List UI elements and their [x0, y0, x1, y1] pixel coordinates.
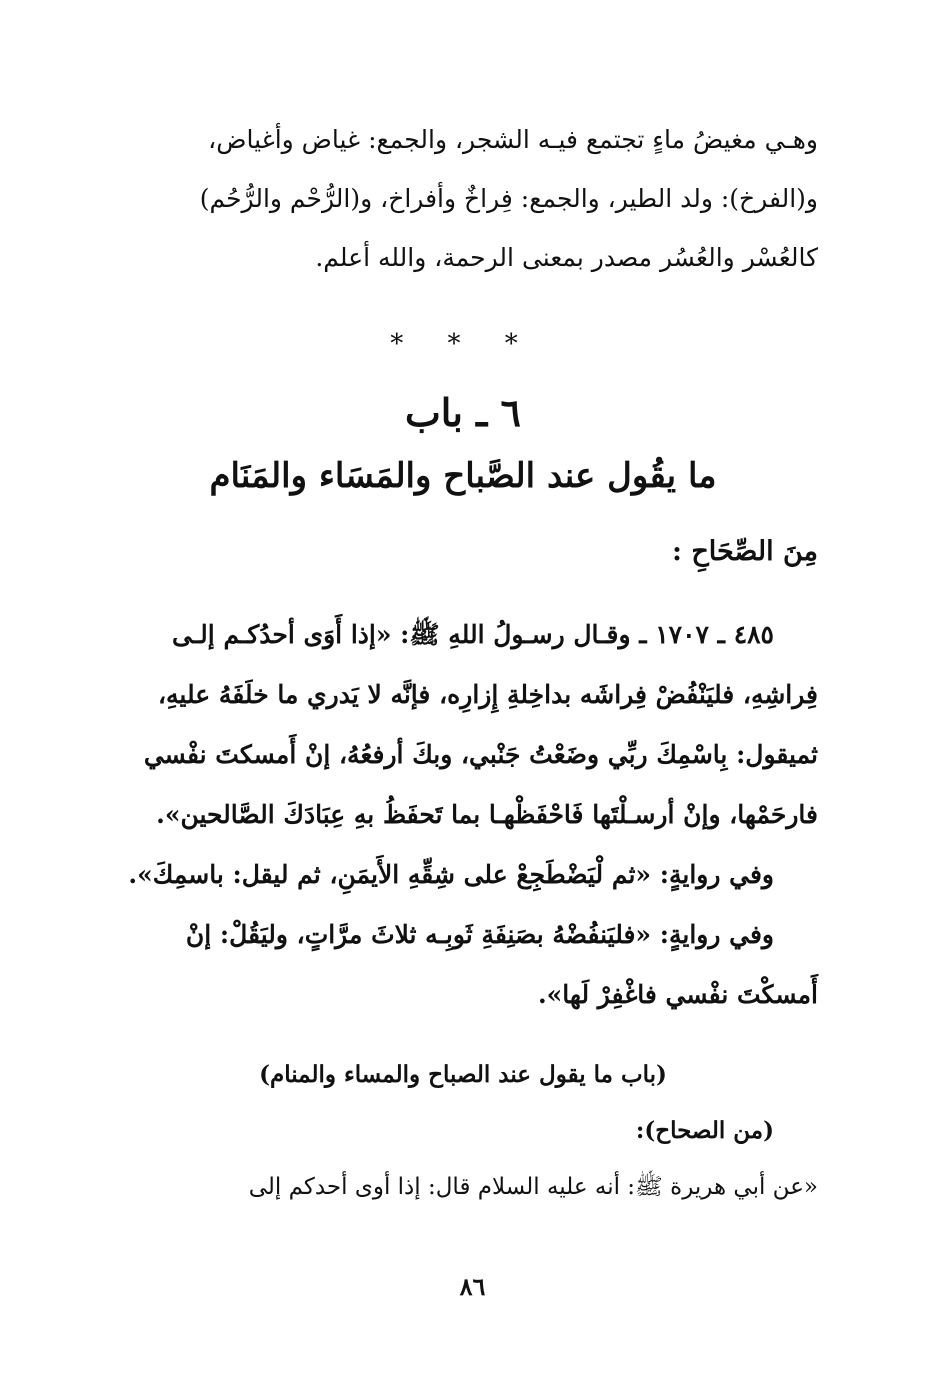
narration-two-line: وفي روايةٍ: «فليَنفُضْهُ بصَنِفَةِ ثَوبِـه ثلاثَ مرَّاتٍ، وليَقُلْ: إنْ — [185, 920, 774, 949]
hadith-line: فارحَمْها، وإنْ أرسـلْتَها فَاحْفَظْهـا بما تَحفَظُ بهِ عِبَادَكَ الصَّالحين». — [156, 800, 818, 829]
intro-line: كالعُسْر والعُسُر مصدر بمعنى الرحمة، والله أعلم. — [315, 243, 818, 272]
narration-two-line: أَمسكْتَ نفْسي فاغْفِرْ لَها». — [537, 980, 818, 1009]
intro-paragraph — [108, 110, 818, 287]
hadith-line: فِراشِهِ، فليَنْفُضْ فِراشَه بداخِلةِ إِزارِه، فإنَّه لا يَدري ما خلَفَهُ عليهِ، — [157, 680, 818, 709]
section-separator: * * * — [390, 329, 536, 359]
commentary-subtitle: (من الصحاح): — [635, 1117, 774, 1144]
chapter-number: ٦ ـ باب — [405, 390, 521, 435]
section-label: مِنَ الصِّحَاحِ : — [671, 536, 818, 567]
commentary-text: «عن أبي هريرة ﷺ: أنه عليه السلام قال: إذا أوى أحدكم إلى — [248, 1174, 818, 1200]
hadith-line: ثميقول: بِاسْمِكَ ربِّي وضَعْتُ جَنْبي، وبكَ أرفعُهُ، إنْ أَمسكتَ نفْسي — [143, 740, 818, 769]
commentary-title: (باب ما يقول عند الصباح والمساء والمنام) — [259, 1061, 667, 1088]
commentary-block — [108, 1047, 818, 1215]
hadith-line: ٤٨٥ ـ ١٧٠٧ ـ وقـال رسـولُ اللهِ ﷺ: «إذا أَوَى أحدُكـم إلـى — [172, 620, 774, 649]
intro-line: وهـي مغيضُ ماءٍ تجتمع فيـه الشجر، والجمع: غياض وأغياض، — [208, 125, 818, 154]
chapter-title: ما يقُول عند الصَّباح والمَسَاء والمَنَام — [209, 456, 717, 496]
narration-one: وفي روايةٍ: «ثم لْيَضْطَجِعْ على شِقِّهِ الأَيمَنِ، ثم ليقل: باسمِكَ». — [128, 860, 774, 889]
page-number: ٨٦ — [459, 1272, 486, 1301]
book-page — [108, 110, 818, 1215]
intro-line: و(الفرخ): ولد الطير، والجمع: فِراخٌ وأفراخ، و(الرُّحْم والرُّحُم) — [199, 184, 818, 213]
hadith-block — [108, 605, 818, 1025]
